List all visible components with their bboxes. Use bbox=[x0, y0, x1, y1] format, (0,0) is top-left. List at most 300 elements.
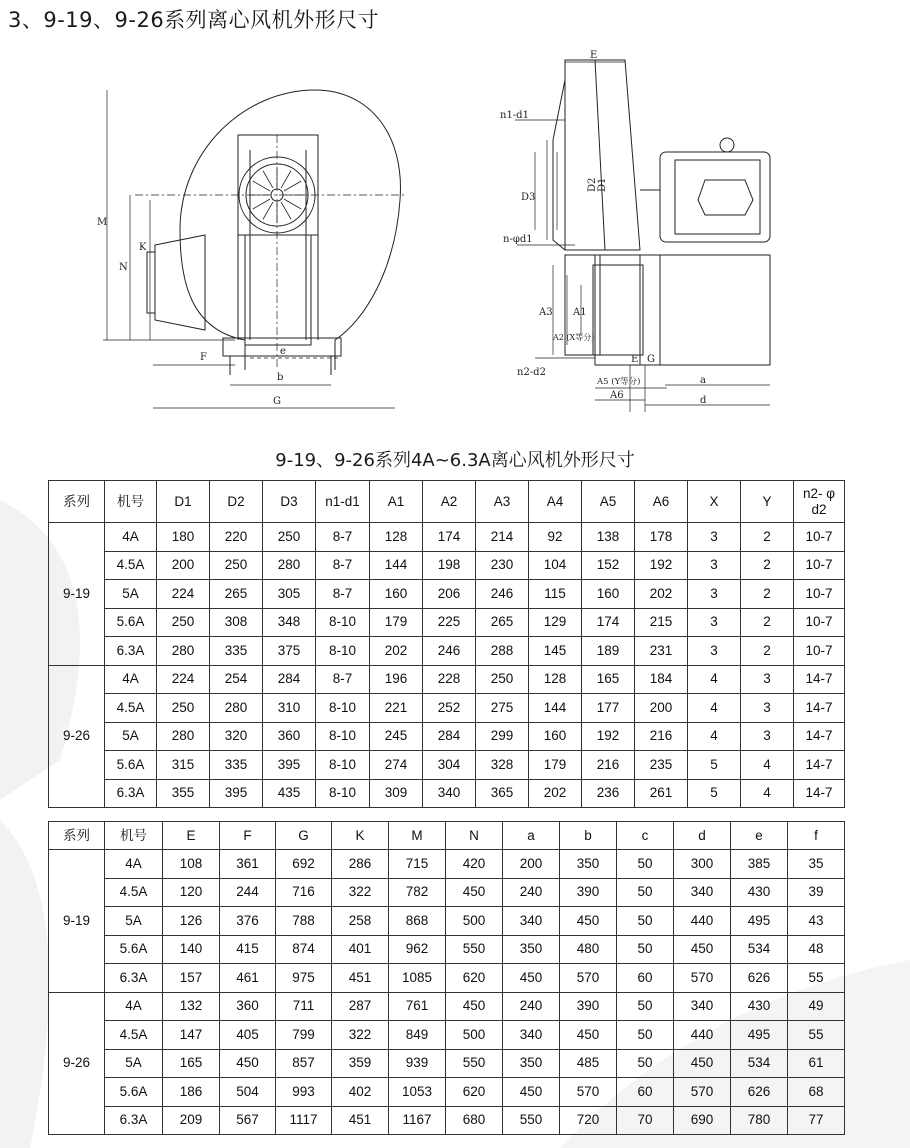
value-cell: 132 bbox=[163, 992, 220, 1021]
label-A2: A2 (X等分) bbox=[553, 333, 595, 342]
label-n1-d1: n1-d1 bbox=[500, 110, 529, 121]
value-cell: 14-7 bbox=[794, 694, 845, 723]
column-header: D1 bbox=[157, 481, 210, 523]
value-cell: 874 bbox=[276, 935, 332, 964]
label-N: N bbox=[119, 262, 128, 273]
column-header: e bbox=[731, 822, 788, 850]
value-cell: 236 bbox=[582, 779, 635, 808]
value-cell: 690 bbox=[674, 1106, 731, 1135]
table-row bbox=[49, 551, 845, 580]
value-cell: 196 bbox=[370, 665, 423, 694]
value-cell: 61 bbox=[788, 1049, 845, 1078]
value-cell: 189 bbox=[582, 637, 635, 666]
label-A6: A6 bbox=[610, 390, 624, 401]
column-header: E bbox=[163, 822, 220, 850]
value-cell: 315 bbox=[157, 751, 210, 780]
value-cell: 550 bbox=[446, 935, 503, 964]
value-cell: 402 bbox=[332, 1078, 389, 1107]
value-cell: 1053 bbox=[389, 1078, 446, 1107]
model-cell: 6.3A bbox=[105, 964, 163, 993]
table-row bbox=[49, 608, 845, 637]
value-cell: 2 bbox=[741, 551, 794, 580]
series-cell: 9-19 bbox=[49, 850, 105, 993]
value-cell: 350 bbox=[560, 850, 617, 879]
value-cell: 10-7 bbox=[794, 523, 845, 552]
value-cell: 857 bbox=[276, 1049, 332, 1078]
value-cell: 450 bbox=[674, 1049, 731, 1078]
value-cell: 570 bbox=[674, 1078, 731, 1107]
value-cell: 450 bbox=[503, 1078, 560, 1107]
value-cell: 450 bbox=[560, 907, 617, 936]
value-cell: 186 bbox=[163, 1078, 220, 1107]
label-A3: A3 bbox=[539, 307, 553, 318]
table-row bbox=[49, 964, 845, 993]
value-cell: 231 bbox=[635, 637, 688, 666]
table-row bbox=[49, 1049, 845, 1078]
column-header: D3 bbox=[263, 481, 316, 523]
value-cell: 215 bbox=[635, 608, 688, 637]
value-cell: 275 bbox=[476, 694, 529, 723]
value-cell: 340 bbox=[423, 779, 476, 808]
value-cell: 4 bbox=[688, 694, 741, 723]
value-cell: 70 bbox=[617, 1106, 674, 1135]
value-cell: 221 bbox=[370, 694, 423, 723]
label-G: G bbox=[273, 396, 281, 407]
value-cell: 157 bbox=[163, 964, 220, 993]
label-D3: D3 bbox=[521, 192, 536, 203]
value-cell: 8-10 bbox=[316, 608, 370, 637]
label-D2: D2 bbox=[587, 177, 598, 192]
value-cell: 375 bbox=[263, 637, 316, 666]
value-cell: 10-7 bbox=[794, 580, 845, 609]
front-view-drawing bbox=[95, 40, 415, 420]
value-cell: 504 bbox=[220, 1078, 276, 1107]
model-cell: 5A bbox=[105, 722, 157, 751]
table-row bbox=[49, 1106, 845, 1135]
value-cell: 265 bbox=[210, 580, 263, 609]
value-cell: 430 bbox=[731, 878, 788, 907]
value-cell: 261 bbox=[635, 779, 688, 808]
label-A1: A1 bbox=[573, 307, 587, 318]
value-cell: 340 bbox=[503, 907, 560, 936]
value-cell: 68 bbox=[788, 1078, 845, 1107]
value-cell: 160 bbox=[529, 722, 582, 751]
value-cell: 310 bbox=[263, 694, 316, 723]
column-header: M bbox=[389, 822, 446, 850]
column-header: f bbox=[788, 822, 845, 850]
value-cell: 320 bbox=[210, 722, 263, 751]
value-cell: 495 bbox=[731, 907, 788, 936]
value-cell: 570 bbox=[560, 964, 617, 993]
value-cell: 50 bbox=[617, 850, 674, 879]
value-cell: 287 bbox=[332, 992, 389, 1021]
value-cell: 174 bbox=[423, 523, 476, 552]
value-cell: 49 bbox=[788, 992, 845, 1021]
value-cell: 152 bbox=[582, 551, 635, 580]
value-cell: 350 bbox=[503, 1049, 560, 1078]
value-cell: 160 bbox=[582, 580, 635, 609]
column-header: G bbox=[276, 822, 332, 850]
value-cell: 245 bbox=[370, 722, 423, 751]
column-header: A6 bbox=[635, 481, 688, 523]
value-cell: 680 bbox=[446, 1106, 503, 1135]
value-cell: 715 bbox=[389, 850, 446, 879]
value-cell: 250 bbox=[476, 665, 529, 694]
value-cell: 711 bbox=[276, 992, 332, 1021]
value-cell: 2 bbox=[741, 523, 794, 552]
column-header: F bbox=[220, 822, 276, 850]
value-cell: 5 bbox=[688, 751, 741, 780]
value-cell: 202 bbox=[635, 580, 688, 609]
column-header: c bbox=[617, 822, 674, 850]
value-cell: 3 bbox=[688, 551, 741, 580]
value-cell: 129 bbox=[529, 608, 582, 637]
value-cell: 1085 bbox=[389, 964, 446, 993]
label-M: M bbox=[97, 217, 108, 228]
value-cell: 420 bbox=[446, 850, 503, 879]
model-cell: 5A bbox=[105, 907, 163, 936]
value-cell: 252 bbox=[423, 694, 476, 723]
column-header: X bbox=[688, 481, 741, 523]
value-cell: 284 bbox=[263, 665, 316, 694]
model-cell: 5.6A bbox=[105, 1078, 163, 1107]
value-cell: 265 bbox=[476, 608, 529, 637]
value-cell: 3 bbox=[688, 637, 741, 666]
value-cell: 360 bbox=[220, 992, 276, 1021]
value-cell: 240 bbox=[503, 878, 560, 907]
value-cell: 14-7 bbox=[794, 779, 845, 808]
value-cell: 3 bbox=[741, 665, 794, 694]
label-D1: D1 bbox=[597, 177, 608, 192]
label-E-bottom: E bbox=[631, 354, 639, 365]
table-row bbox=[49, 779, 845, 808]
model-cell: 6.3A bbox=[105, 779, 157, 808]
value-cell: 224 bbox=[157, 665, 210, 694]
table-row bbox=[49, 637, 845, 666]
value-cell: 200 bbox=[157, 551, 210, 580]
value-cell: 308 bbox=[210, 608, 263, 637]
value-cell: 120 bbox=[163, 878, 220, 907]
value-cell: 782 bbox=[389, 878, 446, 907]
value-cell: 761 bbox=[389, 992, 446, 1021]
value-cell: 50 bbox=[617, 1021, 674, 1050]
value-cell: 145 bbox=[529, 637, 582, 666]
value-cell: 235 bbox=[635, 751, 688, 780]
model-cell: 4.5A bbox=[105, 551, 157, 580]
value-cell: 692 bbox=[276, 850, 332, 879]
value-cell: 250 bbox=[263, 523, 316, 552]
label-e: e bbox=[280, 346, 286, 357]
value-cell: 200 bbox=[503, 850, 560, 879]
label-b: b bbox=[277, 372, 284, 383]
value-cell: 250 bbox=[157, 608, 210, 637]
value-cell: 5 bbox=[688, 779, 741, 808]
value-cell: 450 bbox=[446, 878, 503, 907]
value-cell: 360 bbox=[263, 722, 316, 751]
value-cell: 104 bbox=[529, 551, 582, 580]
value-cell: 50 bbox=[617, 878, 674, 907]
table-header-row bbox=[49, 481, 845, 523]
table-title: 9-19、9-26系列4A~6.3A离心风机外形尺寸 bbox=[275, 450, 635, 471]
value-cell: 55 bbox=[788, 964, 845, 993]
value-cell: 450 bbox=[503, 964, 560, 993]
value-cell: 14-7 bbox=[794, 751, 845, 780]
value-cell: 435 bbox=[263, 779, 316, 808]
value-cell: 534 bbox=[731, 1049, 788, 1078]
table-row bbox=[49, 722, 845, 751]
value-cell: 3 bbox=[741, 694, 794, 723]
value-cell: 8-10 bbox=[316, 637, 370, 666]
value-cell: 340 bbox=[674, 878, 731, 907]
value-cell: 720 bbox=[560, 1106, 617, 1135]
value-cell: 10-7 bbox=[794, 551, 845, 580]
value-cell: 401 bbox=[332, 935, 389, 964]
value-cell: 550 bbox=[503, 1106, 560, 1135]
label-n2-d2: n2-d2 bbox=[517, 367, 546, 378]
value-cell: 385 bbox=[731, 850, 788, 879]
value-cell: 209 bbox=[163, 1106, 220, 1135]
value-cell: 304 bbox=[423, 751, 476, 780]
value-cell: 849 bbox=[389, 1021, 446, 1050]
column-header: A4 bbox=[529, 481, 582, 523]
value-cell: 165 bbox=[163, 1049, 220, 1078]
table-row bbox=[49, 850, 845, 879]
series-cell: 9-19 bbox=[49, 523, 105, 666]
column-header: 机号 bbox=[105, 822, 163, 850]
value-cell: 244 bbox=[220, 878, 276, 907]
value-cell: 3 bbox=[688, 580, 741, 609]
value-cell: 309 bbox=[370, 779, 423, 808]
label-F: F bbox=[200, 352, 207, 363]
value-cell: 280 bbox=[157, 637, 210, 666]
value-cell: 570 bbox=[674, 964, 731, 993]
value-cell: 567 bbox=[220, 1106, 276, 1135]
value-cell: 192 bbox=[582, 722, 635, 751]
value-cell: 206 bbox=[423, 580, 476, 609]
model-cell: 4.5A bbox=[105, 878, 163, 907]
value-cell: 179 bbox=[529, 751, 582, 780]
value-cell: 1167 bbox=[389, 1106, 446, 1135]
value-cell: 3 bbox=[688, 608, 741, 637]
table-row bbox=[49, 751, 845, 780]
value-cell: 250 bbox=[210, 551, 263, 580]
dimension-table-1 bbox=[48, 480, 845, 808]
table-row bbox=[49, 580, 845, 609]
value-cell: 246 bbox=[423, 637, 476, 666]
value-cell: 480 bbox=[560, 935, 617, 964]
table-row bbox=[49, 694, 845, 723]
value-cell: 140 bbox=[163, 935, 220, 964]
model-cell: 6.3A bbox=[105, 637, 157, 666]
value-cell: 361 bbox=[220, 850, 276, 879]
value-cell: 14-7 bbox=[794, 722, 845, 751]
value-cell: 198 bbox=[423, 551, 476, 580]
value-cell: 8-10 bbox=[316, 694, 370, 723]
value-cell: 3 bbox=[688, 523, 741, 552]
table-row bbox=[49, 1021, 845, 1050]
value-cell: 355 bbox=[157, 779, 210, 808]
value-cell: 10-7 bbox=[794, 608, 845, 637]
value-cell: 126 bbox=[163, 907, 220, 936]
page-title: 3、9-19、9-26系列离心风机外形尺寸 bbox=[8, 8, 380, 32]
label-a: a bbox=[700, 375, 706, 386]
column-header: d bbox=[674, 822, 731, 850]
value-cell: 359 bbox=[332, 1049, 389, 1078]
value-cell: 780 bbox=[731, 1106, 788, 1135]
value-cell: 328 bbox=[476, 751, 529, 780]
value-cell: 430 bbox=[731, 992, 788, 1021]
value-cell: 230 bbox=[476, 551, 529, 580]
model-cell: 4.5A bbox=[105, 1021, 163, 1050]
value-cell: 4 bbox=[741, 751, 794, 780]
value-cell: 288 bbox=[476, 637, 529, 666]
value-cell: 8-7 bbox=[316, 580, 370, 609]
value-cell: 440 bbox=[674, 907, 731, 936]
value-cell: 250 bbox=[157, 694, 210, 723]
value-cell: 258 bbox=[332, 907, 389, 936]
value-cell: 165 bbox=[582, 665, 635, 694]
value-cell: 160 bbox=[370, 580, 423, 609]
label-K: K bbox=[139, 242, 147, 253]
column-header: A2 bbox=[423, 481, 476, 523]
label-E-top: E bbox=[590, 50, 598, 61]
column-header: a bbox=[503, 822, 560, 850]
column-header: A1 bbox=[370, 481, 423, 523]
value-cell: 128 bbox=[370, 523, 423, 552]
value-cell: 451 bbox=[332, 964, 389, 993]
value-cell: 390 bbox=[560, 878, 617, 907]
value-cell: 108 bbox=[163, 850, 220, 879]
value-cell: 280 bbox=[263, 551, 316, 580]
value-cell: 192 bbox=[635, 551, 688, 580]
value-cell: 8-7 bbox=[316, 523, 370, 552]
value-cell: 280 bbox=[210, 694, 263, 723]
value-cell: 415 bbox=[220, 935, 276, 964]
value-cell: 335 bbox=[210, 637, 263, 666]
value-cell: 286 bbox=[332, 850, 389, 879]
series-cell: 9-26 bbox=[49, 665, 105, 808]
value-cell: 939 bbox=[389, 1049, 446, 1078]
value-cell: 2 bbox=[741, 637, 794, 666]
column-header: 系列 bbox=[49, 481, 105, 523]
value-cell: 305 bbox=[263, 580, 316, 609]
value-cell: 451 bbox=[332, 1106, 389, 1135]
model-cell: 4A bbox=[105, 850, 163, 879]
value-cell: 10-7 bbox=[794, 637, 845, 666]
value-cell: 179 bbox=[370, 608, 423, 637]
value-cell: 60 bbox=[617, 964, 674, 993]
value-cell: 405 bbox=[220, 1021, 276, 1050]
model-cell: 5.6A bbox=[105, 751, 157, 780]
value-cell: 8-7 bbox=[316, 551, 370, 580]
value-cell: 340 bbox=[674, 992, 731, 1021]
value-cell: 8-10 bbox=[316, 751, 370, 780]
value-cell: 993 bbox=[276, 1078, 332, 1107]
model-cell: 5A bbox=[105, 580, 157, 609]
label-n-phi-d1: n-φd1 bbox=[503, 234, 533, 245]
value-cell: 485 bbox=[560, 1049, 617, 1078]
value-cell: 450 bbox=[446, 992, 503, 1021]
model-cell: 4A bbox=[105, 665, 157, 694]
model-cell: 5.6A bbox=[105, 935, 163, 964]
value-cell: 144 bbox=[370, 551, 423, 580]
value-cell: 461 bbox=[220, 964, 276, 993]
value-cell: 43 bbox=[788, 907, 845, 936]
value-cell: 254 bbox=[210, 665, 263, 694]
column-header: Y bbox=[741, 481, 794, 523]
value-cell: 299 bbox=[476, 722, 529, 751]
value-cell: 626 bbox=[731, 1078, 788, 1107]
model-cell: 4.5A bbox=[105, 694, 157, 723]
label-G-bottom: G bbox=[647, 354, 655, 365]
value-cell: 220 bbox=[210, 523, 263, 552]
label-A5: A5 (Y等分) bbox=[597, 377, 641, 387]
value-cell: 202 bbox=[529, 779, 582, 808]
value-cell: 376 bbox=[220, 907, 276, 936]
value-cell: 620 bbox=[446, 964, 503, 993]
column-header: N bbox=[446, 822, 503, 850]
value-cell: 626 bbox=[731, 964, 788, 993]
value-cell: 240 bbox=[503, 992, 560, 1021]
value-cell: 55 bbox=[788, 1021, 845, 1050]
value-cell: 495 bbox=[731, 1021, 788, 1050]
table-row bbox=[49, 992, 845, 1021]
series-cell: 9-26 bbox=[49, 992, 105, 1135]
value-cell: 365 bbox=[476, 779, 529, 808]
column-header: 机号 bbox=[105, 481, 157, 523]
value-cell: 570 bbox=[560, 1078, 617, 1107]
value-cell: 868 bbox=[389, 907, 446, 936]
value-cell: 1117 bbox=[276, 1106, 332, 1135]
dimension-table-2 bbox=[48, 821, 845, 1135]
value-cell: 340 bbox=[503, 1021, 560, 1050]
column-header: n2- φ d2 bbox=[794, 481, 845, 523]
value-cell: 962 bbox=[389, 935, 446, 964]
value-cell: 716 bbox=[276, 878, 332, 907]
value-cell: 975 bbox=[276, 964, 332, 993]
value-cell: 620 bbox=[446, 1078, 503, 1107]
side-view-drawing bbox=[495, 40, 795, 420]
column-header: n1-d1 bbox=[316, 481, 370, 523]
value-cell: 180 bbox=[157, 523, 210, 552]
value-cell: 280 bbox=[157, 722, 210, 751]
value-cell: 4 bbox=[688, 722, 741, 751]
value-cell: 202 bbox=[370, 637, 423, 666]
value-cell: 115 bbox=[529, 580, 582, 609]
value-cell: 200 bbox=[635, 694, 688, 723]
value-cell: 348 bbox=[263, 608, 316, 637]
column-header: b bbox=[560, 822, 617, 850]
value-cell: 788 bbox=[276, 907, 332, 936]
value-cell: 322 bbox=[332, 878, 389, 907]
value-cell: 214 bbox=[476, 523, 529, 552]
model-cell: 6.3A bbox=[105, 1106, 163, 1135]
table-header-row bbox=[49, 822, 845, 850]
column-header: K bbox=[332, 822, 389, 850]
value-cell: 274 bbox=[370, 751, 423, 780]
value-cell: 4 bbox=[688, 665, 741, 694]
table-row bbox=[49, 523, 845, 552]
model-cell: 4A bbox=[105, 992, 163, 1021]
value-cell: 50 bbox=[617, 935, 674, 964]
model-cell: 4A bbox=[105, 523, 157, 552]
value-cell: 216 bbox=[635, 722, 688, 751]
value-cell: 228 bbox=[423, 665, 476, 694]
value-cell: 138 bbox=[582, 523, 635, 552]
value-cell: 128 bbox=[529, 665, 582, 694]
value-cell: 8-10 bbox=[316, 779, 370, 808]
value-cell: 500 bbox=[446, 1021, 503, 1050]
